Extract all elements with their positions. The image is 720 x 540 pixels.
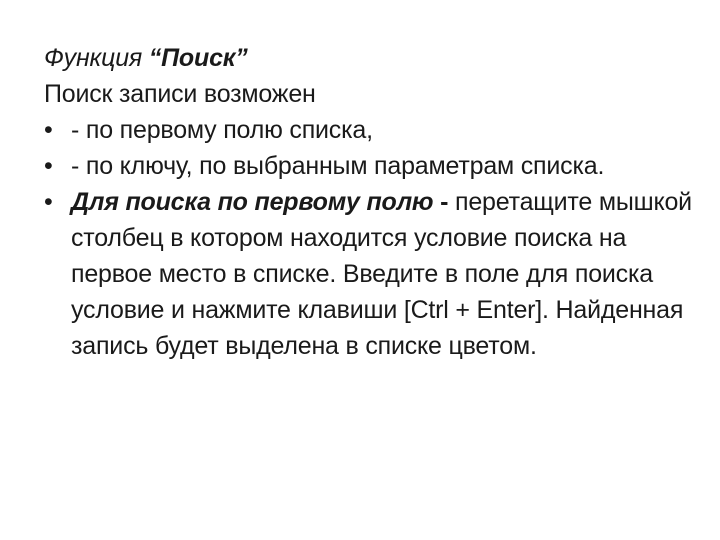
bullet-icon: •	[44, 188, 53, 216]
slide-title	[44, 40, 696, 76]
bullet-list	[44, 112, 696, 364]
bullet-icon: •	[44, 116, 53, 144]
intro-text: Поиск записи возможен	[44, 80, 316, 108]
bullet-text: - по ключу, по выбранным параметрам списка.	[71, 152, 605, 180]
bullet-item-by-key	[44, 148, 696, 184]
bullet-icon: •	[44, 152, 53, 180]
bullet-text: - по первому полю списка,	[71, 116, 373, 144]
slide-content	[44, 40, 696, 364]
title-prefix: Функция	[44, 44, 149, 72]
instruction-emphasis: Для поиска по первому полю	[71, 188, 434, 216]
bullet-item-first-field	[44, 112, 696, 148]
instruction-body: перетащите мышкой столбец в котором находится условие поиска на первое место в списке. Введите в поле для поиска условие и нажмите клавиши [Ctrl + Enter]. Найденная запись будет выделена в списке цветом.	[71, 188, 692, 360]
instruction-dash: -	[433, 188, 455, 216]
title-quoted: “Поиск”	[148, 44, 248, 72]
bullet-item-instruction	[44, 184, 696, 364]
